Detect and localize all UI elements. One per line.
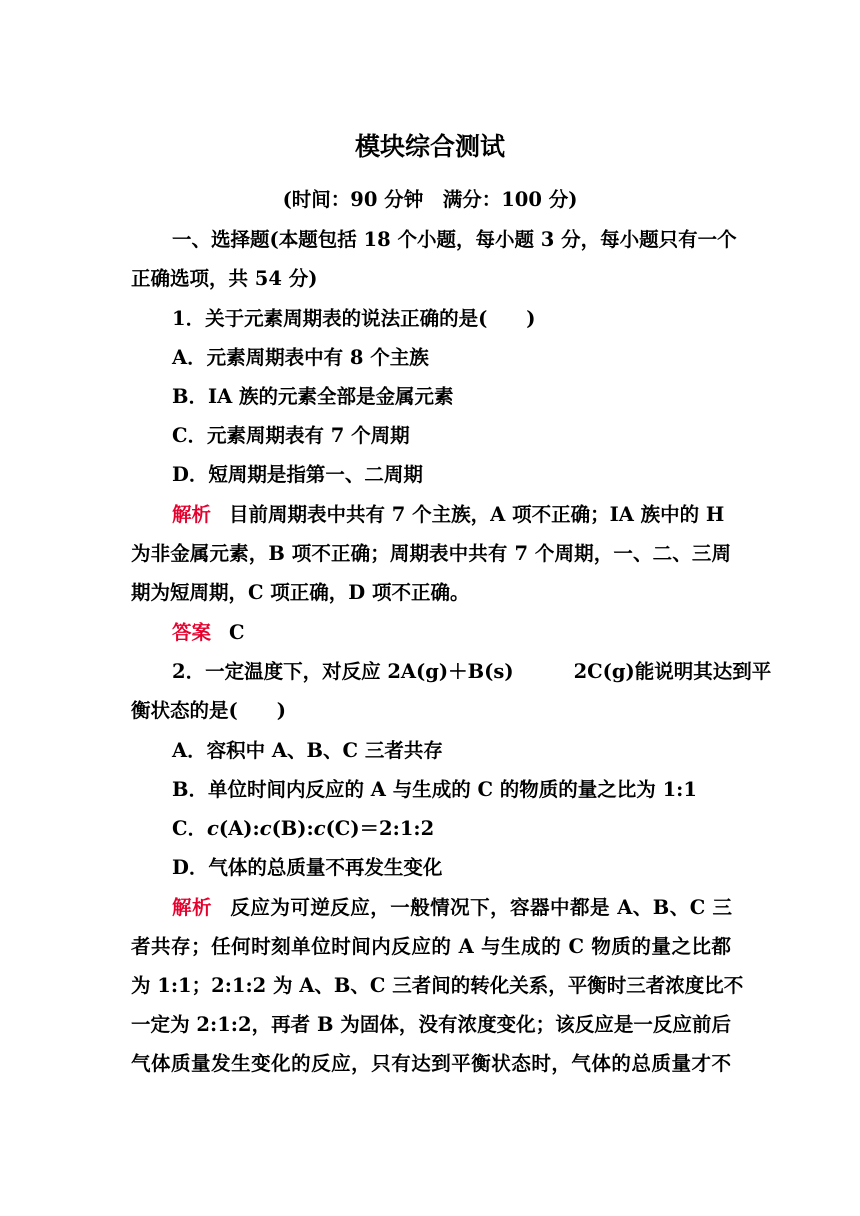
question-2-analysis-line-1 — [172, 895, 732, 921]
question-1-answer — [172, 620, 732, 646]
question-2-option-c — [172, 816, 732, 842]
option-c-text: (A): — [218, 817, 260, 840]
question-1-analysis-line-3: 期为短周期，C 项正确，D 项不正确。 — [131, 581, 470, 604]
question-2-option-a: A．容积中 A、B、C 三者共存 — [172, 739, 443, 762]
page-title: 模块综合测试 — [354, 132, 505, 161]
option-c-text: (C)＝2:1:2 — [325, 817, 435, 840]
question-1-stem: 1．关于元素周期表的说法正确的是( ) — [172, 307, 536, 330]
question-1-option-a: A．元素周期表中有 8 个主族 — [172, 346, 429, 369]
question-2-stem-line-1 — [172, 659, 772, 685]
question-2-analysis-line-5: 气体质量发生变化的反应，只有达到平衡状态时，气体的总质量才不 — [131, 1052, 731, 1075]
question-2-analysis-line-2: 者共存；任何时刻单位时间内反应的 A 与生成的 C 物质的量之比都 — [131, 935, 731, 958]
question-2-option-b: B．单位时间内反应的 A 与生成的 C 的物质的量之比为 1:1 — [172, 778, 697, 801]
answer-value: C — [229, 621, 245, 644]
section-heading-line-1: 一、选择题(本题包括 18 个小题，每小题 3 分，每小题只有一个 — [172, 228, 737, 251]
option-c-prefix: C． — [172, 817, 208, 840]
concentration-symbol: c — [313, 817, 326, 840]
analysis-text: 目前周期表中共有 7 个主族，A 项不正确；ⅠA 族中的 H — [229, 503, 725, 526]
concentration-symbol: c — [259, 817, 272, 840]
analysis-text: 反应为可逆反应，一般情况下，容器中都是 A、B、C 三 — [229, 896, 732, 919]
analysis-label: 解析 — [172, 896, 212, 919]
question-2-stem-part-2: 2C(g)能说明其达到平 — [573, 660, 772, 683]
question-1-option-d: D．短周期是指第一、二周期 — [172, 463, 423, 486]
question-2-analysis-line-3: 为 1:1；2:1:2 为 A、B、C 三者间的转化关系，平衡时三者浓度比不 — [131, 974, 744, 997]
question-1-option-c: C．元素周期表有 7 个周期 — [172, 424, 410, 447]
question-2-stem-line-2: 衡状态的是( ) — [131, 699, 286, 722]
answer-label: 答案 — [172, 621, 212, 644]
concentration-symbol: c — [207, 817, 219, 840]
question-1-analysis-line-2: 为非金属元素，B 项不正确；周期表中共有 7 个周期，一、二、三周 — [131, 542, 731, 565]
question-1-option-b: B．ⅠA 族的元素全部是金属元素 — [172, 385, 454, 408]
question-2-option-d: D．气体的总质量不再发生变化 — [172, 856, 443, 879]
analysis-label: 解析 — [172, 503, 212, 526]
option-c-text: (B): — [271, 817, 314, 840]
question-2-analysis-line-4: 一定为 2:1:2，再者 B 为固体，没有浓度变化；该反应是一反应前后 — [131, 1013, 731, 1036]
section-heading-line-2: 正确选项，共 54 分) — [131, 267, 318, 290]
question-2-stem-part-1: 2．一定温度下，对反应 2A(g)＋B(s) — [172, 660, 514, 683]
question-1-analysis-line-1 — [172, 502, 732, 528]
exam-info: (时间：90 分钟 满分：100 分) — [282, 188, 578, 211]
